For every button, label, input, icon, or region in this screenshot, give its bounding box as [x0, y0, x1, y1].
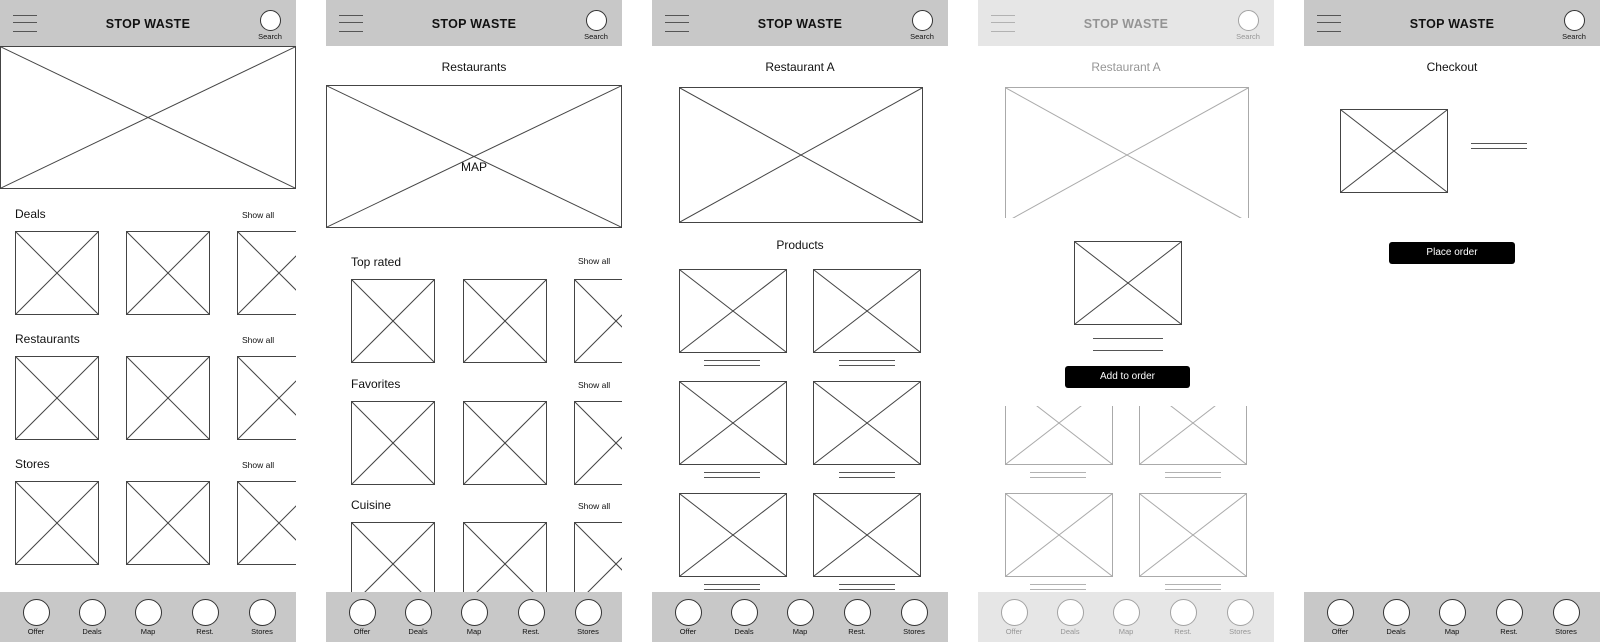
- offer-icon: [1327, 599, 1354, 626]
- nav-restaurants[interactable]: [509, 599, 553, 636]
- nav-label: Map: [140, 627, 156, 636]
- restaurants-icon: [518, 599, 545, 626]
- nav-label: Deals: [408, 627, 428, 636]
- app-header: [326, 0, 622, 46]
- search-icon: [912, 10, 933, 31]
- search-label: Search: [258, 32, 282, 41]
- modal-product-image: [1074, 241, 1182, 325]
- screen-restaurant-detail: [652, 0, 948, 642]
- section-title-favorites: Favorites: [351, 377, 401, 391]
- search-icon: [1564, 10, 1585, 31]
- nav-label: Deals: [734, 627, 754, 636]
- order-item-image: [1340, 109, 1448, 193]
- modal-text-placeholder: [1093, 338, 1163, 351]
- show-all-top-rated-link[interactable]: Show all: [578, 256, 611, 266]
- nav-label: Map: [792, 627, 808, 636]
- nav-label: Map: [466, 627, 482, 636]
- deal-card[interactable]: [15, 231, 99, 315]
- restaurant-card[interactable]: [574, 279, 622, 363]
- store-card[interactable]: [126, 481, 210, 565]
- deals-icon: [405, 599, 432, 626]
- nav-label: Deals: [82, 627, 102, 636]
- search-label: Search: [910, 32, 934, 41]
- app-title: STOP WASTE: [431, 17, 517, 31]
- app-title: STOP WASTE: [1409, 17, 1495, 31]
- bottom-nav: [652, 592, 948, 642]
- product-text-placeholder: [839, 360, 895, 366]
- deals-icon: [79, 599, 106, 626]
- add-to-order-button[interactable]: Add to order: [1065, 366, 1190, 388]
- offer-icon: [349, 599, 376, 626]
- product-card[interactable]: [679, 269, 787, 353]
- add-to-order-modal: [1003, 218, 1250, 406]
- nav-label: Offer: [1331, 627, 1349, 636]
- nav-restaurants[interactable]: [1487, 599, 1531, 636]
- restaurant-card[interactable]: [126, 356, 210, 440]
- nav-deals[interactable]: [396, 599, 440, 636]
- show-all-restaurants-link[interactable]: Show all: [242, 335, 275, 345]
- app-header: [652, 0, 948, 46]
- app-title: STOP WASTE: [105, 17, 191, 31]
- order-item-text-placeholder: [1471, 143, 1527, 149]
- nav-stores[interactable]: [240, 599, 284, 636]
- section-title-stores: Stores: [15, 457, 50, 471]
- restaurant-card[interactable]: [15, 356, 99, 440]
- bottom-nav: [326, 592, 622, 642]
- map-view[interactable]: [326, 85, 622, 228]
- store-card[interactable]: [237, 481, 296, 565]
- restaurant-card[interactable]: [574, 401, 622, 485]
- page-title: Restaurant A: [765, 60, 835, 74]
- menu-icon[interactable]: [13, 15, 37, 32]
- stores-icon: [901, 599, 928, 626]
- nav-label: Stores: [903, 627, 925, 636]
- nav-restaurants[interactable]: [183, 599, 227, 636]
- stores-icon: [249, 599, 276, 626]
- map-icon: [787, 599, 814, 626]
- product-card[interactable]: [813, 381, 921, 465]
- nav-stores[interactable]: [892, 599, 936, 636]
- product-text-placeholder: [839, 472, 895, 478]
- screen-checkout: [1304, 0, 1600, 642]
- stores-icon: [1553, 599, 1580, 626]
- nav-stores[interactable]: [566, 599, 610, 636]
- screen-home: [0, 0, 296, 642]
- menu-icon[interactable]: [665, 15, 689, 32]
- deal-card[interactable]: [126, 231, 210, 315]
- place-order-button[interactable]: Place order: [1389, 242, 1515, 264]
- nav-label: Rest.: [196, 627, 214, 636]
- product-card[interactable]: [813, 493, 921, 577]
- restaurant-card[interactable]: [351, 401, 435, 485]
- nav-label: Deals: [1386, 627, 1406, 636]
- app-header: [1304, 0, 1600, 46]
- section-title-top-rated: Top rated: [351, 255, 402, 269]
- search-button[interactable]: [904, 10, 940, 41]
- restaurant-card[interactable]: [463, 279, 547, 363]
- menu-icon[interactable]: [339, 15, 363, 32]
- product-text-placeholder: [704, 584, 760, 590]
- restaurant-card[interactable]: [351, 279, 435, 363]
- section-title-deals: Deals: [15, 207, 46, 221]
- app-title: STOP WASTE: [757, 17, 843, 31]
- restaurant-card[interactable]: [237, 356, 296, 440]
- nav-stores[interactable]: [1544, 599, 1588, 636]
- product-card[interactable]: [679, 381, 787, 465]
- menu-icon[interactable]: [1317, 15, 1341, 32]
- nav-label: Stores: [577, 627, 599, 636]
- nav-label: Offer: [27, 627, 45, 636]
- products-heading: Products: [776, 238, 824, 252]
- product-text-placeholder: [704, 360, 760, 366]
- nav-offer[interactable]: [340, 599, 384, 636]
- nav-offer[interactable]: [666, 599, 710, 636]
- nav-deals[interactable]: [70, 599, 114, 636]
- restaurants-icon: [844, 599, 871, 626]
- deals-icon: [1383, 599, 1410, 626]
- map-icon: [135, 599, 162, 626]
- nav-offer[interactable]: [1318, 599, 1362, 636]
- show-all-favorites-link[interactable]: Show all: [578, 380, 611, 390]
- app-header: [0, 0, 296, 46]
- nav-map[interactable]: [1430, 599, 1474, 636]
- hero-image: [0, 46, 296, 189]
- product-card[interactable]: [679, 493, 787, 577]
- nav-label: Offer: [353, 627, 371, 636]
- nav-label: Rest.: [522, 627, 540, 636]
- nav-map[interactable]: [452, 599, 496, 636]
- product-card[interactable]: [813, 269, 921, 353]
- screen-restaurants: [326, 0, 622, 642]
- stores-icon: [575, 599, 602, 626]
- deals-icon: [731, 599, 758, 626]
- nav-label: Stores: [251, 627, 273, 636]
- page-title: Restaurants: [441, 60, 507, 74]
- search-label: Search: [584, 32, 608, 41]
- bottom-nav: [0, 592, 296, 642]
- nav-map[interactable]: [778, 599, 822, 636]
- restaurants-icon: [1496, 599, 1523, 626]
- product-text-placeholder: [704, 472, 760, 478]
- offer-icon: [23, 599, 50, 626]
- search-label: Search: [1562, 32, 1586, 41]
- offer-icon: [675, 599, 702, 626]
- restaurant-card[interactable]: [463, 401, 547, 485]
- nav-offer[interactable]: [14, 599, 58, 636]
- nav-deals[interactable]: [722, 599, 766, 636]
- section-title-restaurants: Restaurants: [15, 332, 80, 346]
- nav-map[interactable]: [126, 599, 170, 636]
- nav-label: Offer: [679, 627, 697, 636]
- nav-label: Map: [1444, 627, 1460, 636]
- product-text-placeholder: [839, 584, 895, 590]
- restaurant-image: [679, 87, 923, 223]
- deal-card[interactable]: [237, 231, 296, 315]
- nav-label: Rest.: [1500, 627, 1518, 636]
- nav-label: Stores: [1555, 627, 1577, 636]
- show-all-cuisine-link[interactable]: Show all: [578, 501, 611, 511]
- nav-restaurants[interactable]: [835, 599, 879, 636]
- show-all-deals-link[interactable]: Show all: [242, 210, 275, 220]
- store-card[interactable]: [15, 481, 99, 565]
- screen-add-to-order: [978, 0, 1274, 642]
- restaurants-icon: [192, 599, 219, 626]
- search-icon: [260, 10, 281, 31]
- map-icon: [1439, 599, 1466, 626]
- bottom-nav: [1304, 592, 1600, 642]
- search-button[interactable]: [578, 10, 614, 41]
- search-button[interactable]: [252, 10, 288, 41]
- section-title-cuisine: Cuisine: [351, 498, 392, 512]
- map-icon: [461, 599, 488, 626]
- search-button[interactable]: [1556, 10, 1592, 41]
- map-label: MAP: [460, 160, 487, 174]
- show-all-stores-link[interactable]: Show all: [242, 460, 275, 470]
- nav-deals[interactable]: [1374, 599, 1418, 636]
- nav-label: Rest.: [848, 627, 866, 636]
- search-icon: [586, 10, 607, 31]
- page-title: Checkout: [1426, 60, 1478, 74]
